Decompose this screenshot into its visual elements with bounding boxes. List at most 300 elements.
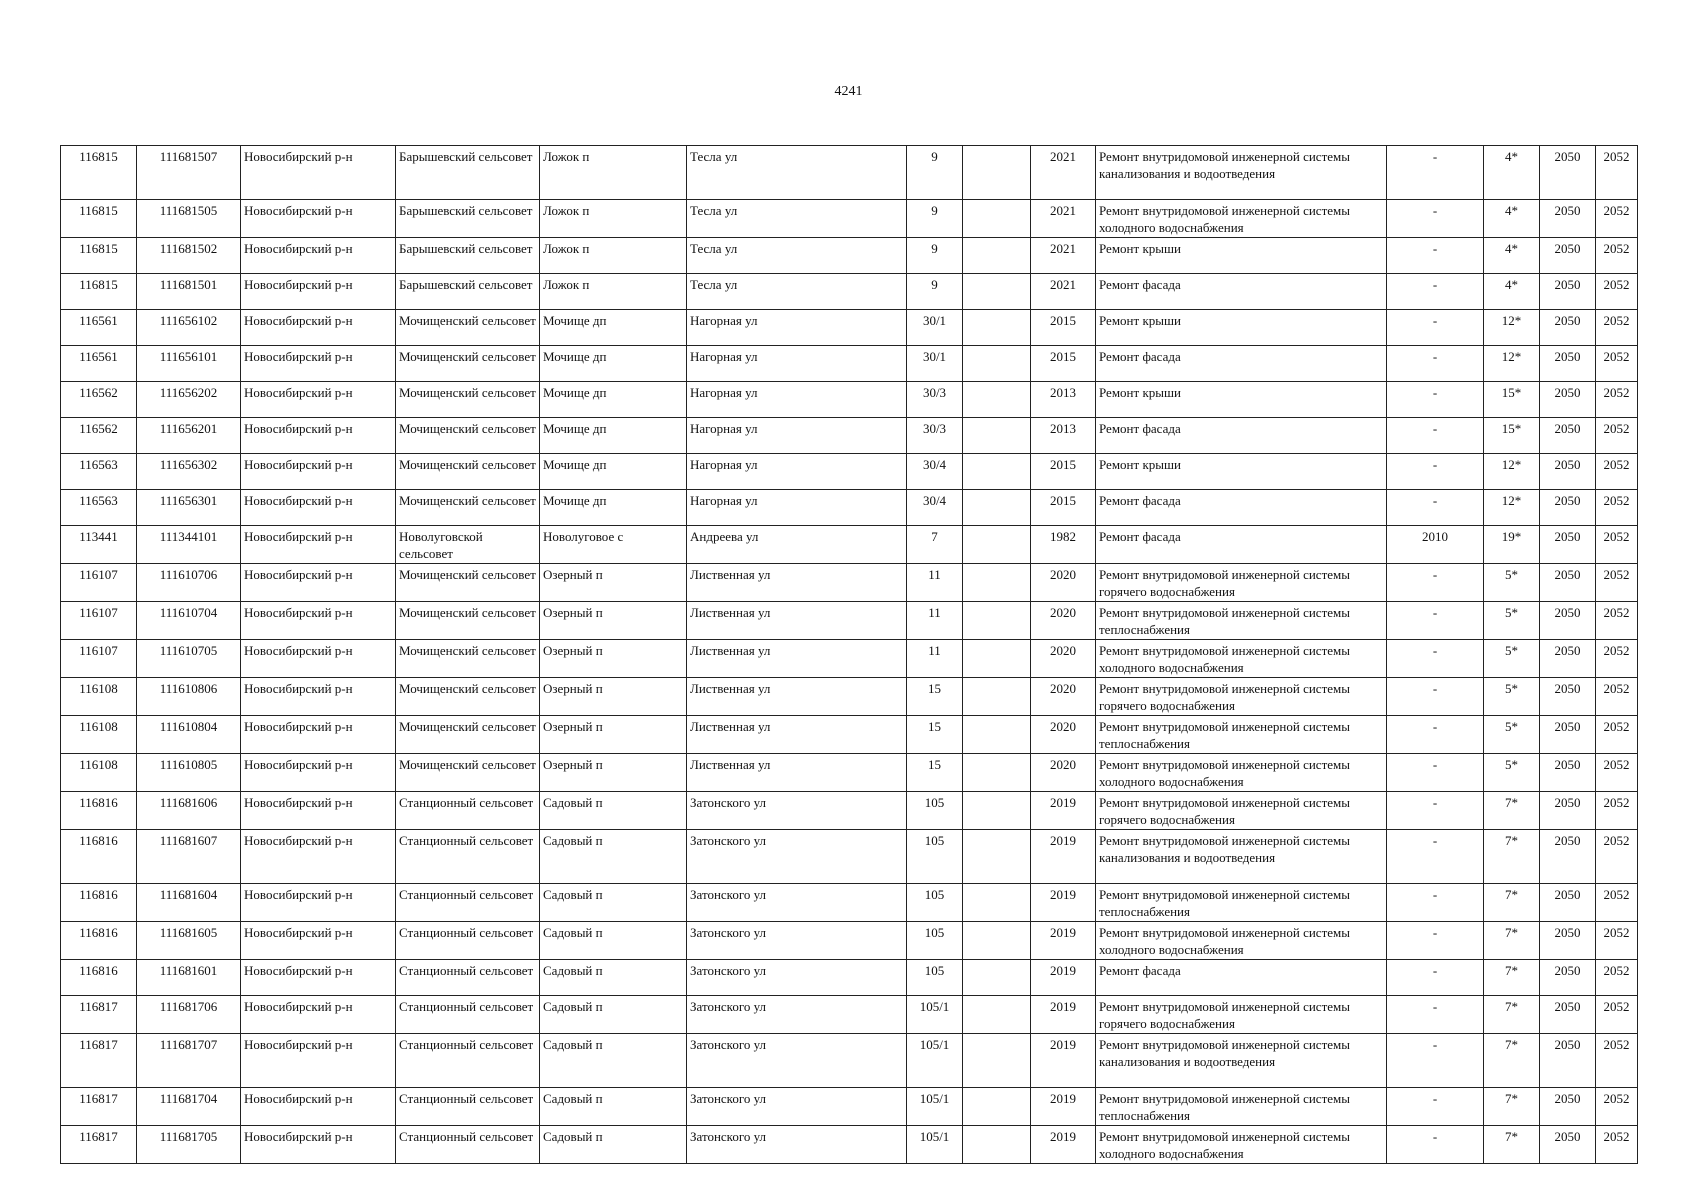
building-cell [963, 382, 1031, 418]
house-id-cell: 116107 [61, 602, 137, 640]
record-id-cell: 111656202 [137, 382, 241, 418]
street-cell: Затонского ул [687, 996, 907, 1034]
work-type-cell: Ремонт внутридомовой инженерной системы горячего водоснабжения [1096, 678, 1387, 716]
municipality-cell: Мочищенский сельсовет [396, 716, 540, 754]
municipality-cell: Мочищенский сельсовет [396, 382, 540, 418]
record-id-cell: 111681705 [137, 1126, 241, 1164]
settlement-cell: Ложок п [540, 146, 687, 200]
settlement-cell: Новолуговое с [540, 526, 687, 564]
work-type-cell: Ремонт внутридомовой инженерной системы горячего водоснабжения [1096, 792, 1387, 830]
building-cell [963, 678, 1031, 716]
settlement-cell: Мочище дп [540, 310, 687, 346]
work-type-cell: Ремонт фасада [1096, 960, 1387, 996]
last-repair-cell: - [1387, 960, 1484, 996]
municipality-cell: Мочищенский сельсовет [396, 640, 540, 678]
table-row [61, 1088, 1638, 1126]
end-year-cell: 2052 [1596, 754, 1638, 792]
last-repair-cell: - [1387, 754, 1484, 792]
work-type-cell: Ремонт внутридомовой инженерной системы холодного водоснабжения [1096, 200, 1387, 238]
district-cell: Новосибирский р-н [241, 1034, 396, 1088]
end-year-cell: 2052 [1596, 716, 1638, 754]
year-built-cell: 2019 [1031, 884, 1096, 922]
street-cell: Затонского ул [687, 884, 907, 922]
house-id-cell: 116815 [61, 200, 137, 238]
year-built-cell: 1982 [1031, 526, 1096, 564]
settlement-cell: Садовый п [540, 996, 687, 1034]
street-cell: Лиственная ул [687, 716, 907, 754]
street-cell: Затонского ул [687, 830, 907, 884]
priority-cell: 7* [1484, 884, 1540, 922]
record-id-cell: 111681601 [137, 960, 241, 996]
record-id-cell: 111681507 [137, 146, 241, 200]
year-built-cell: 2015 [1031, 454, 1096, 490]
end-year-cell: 2052 [1596, 922, 1638, 960]
street-cell: Затонского ул [687, 922, 907, 960]
last-repair-cell: - [1387, 310, 1484, 346]
house-number-cell: 105 [907, 884, 963, 922]
work-type-cell: Ремонт внутридомовой инженерной системы канализования и водоотведения [1096, 146, 1387, 200]
record-id-cell: 111656302 [137, 454, 241, 490]
end-year-cell: 2052 [1596, 346, 1638, 382]
priority-cell: 19* [1484, 526, 1540, 564]
table-row [61, 454, 1638, 490]
municipality-cell: Мочищенский сельсовет [396, 678, 540, 716]
table-row [61, 274, 1638, 310]
house-id-cell: 116816 [61, 884, 137, 922]
building-cell [963, 830, 1031, 884]
building-cell [963, 1088, 1031, 1126]
end-year-cell: 2052 [1596, 960, 1638, 996]
district-cell: Новосибирский р-н [241, 922, 396, 960]
street-cell: Андреева ул [687, 526, 907, 564]
year-built-cell: 2013 [1031, 382, 1096, 418]
end-year-cell: 2052 [1596, 418, 1638, 454]
record-id-cell: 111681706 [137, 996, 241, 1034]
table-row [61, 382, 1638, 418]
record-id-cell: 111610705 [137, 640, 241, 678]
priority-cell: 7* [1484, 1088, 1540, 1126]
record-id-cell: 111656201 [137, 418, 241, 454]
start-year-cell: 2050 [1540, 490, 1596, 526]
table-row [61, 602, 1638, 640]
municipality-cell: Станционный сельсовет [396, 922, 540, 960]
house-id-cell: 116816 [61, 960, 137, 996]
start-year-cell: 2050 [1540, 382, 1596, 418]
street-cell: Нагорная ул [687, 454, 907, 490]
work-type-cell: Ремонт внутридомовой инженерной системы теплоснабжения [1096, 602, 1387, 640]
record-id-cell: 111610805 [137, 754, 241, 792]
priority-cell: 7* [1484, 830, 1540, 884]
house-id-cell: 116562 [61, 418, 137, 454]
work-type-cell: Ремонт фасада [1096, 526, 1387, 564]
table-row [61, 526, 1638, 564]
district-cell: Новосибирский р-н [241, 640, 396, 678]
building-cell [963, 418, 1031, 454]
house-id-cell: 116108 [61, 678, 137, 716]
end-year-cell: 2052 [1596, 1034, 1638, 1088]
end-year-cell: 2052 [1596, 146, 1638, 200]
work-type-cell: Ремонт внутридомовой инженерной системы холодного водоснабжения [1096, 1126, 1387, 1164]
municipality-cell: Станционный сельсовет [396, 1126, 540, 1164]
work-type-cell: Ремонт фасада [1096, 418, 1387, 454]
house-number-cell: 30/3 [907, 418, 963, 454]
priority-cell: 5* [1484, 716, 1540, 754]
table-row [61, 792, 1638, 830]
start-year-cell: 2050 [1540, 830, 1596, 884]
start-year-cell: 2050 [1540, 274, 1596, 310]
last-repair-cell: - [1387, 382, 1484, 418]
work-type-cell: Ремонт фасада [1096, 274, 1387, 310]
last-repair-cell: - [1387, 678, 1484, 716]
street-cell: Тесла ул [687, 238, 907, 274]
end-year-cell: 2052 [1596, 678, 1638, 716]
house-number-cell: 9 [907, 200, 963, 238]
district-cell: Новосибирский р-н [241, 346, 396, 382]
street-cell: Лиственная ул [687, 564, 907, 602]
record-id-cell: 111681604 [137, 884, 241, 922]
end-year-cell: 2052 [1596, 830, 1638, 884]
work-type-cell: Ремонт внутридомовой инженерной системы канализования и водоотведения [1096, 1034, 1387, 1088]
last-repair-cell: - [1387, 238, 1484, 274]
district-cell: Новосибирский р-н [241, 418, 396, 454]
municipality-cell: Мочищенский сельсовет [396, 602, 540, 640]
end-year-cell: 2052 [1596, 1088, 1638, 1126]
table-row [61, 490, 1638, 526]
end-year-cell: 2052 [1596, 382, 1638, 418]
municipality-cell: Станционный сельсовет [396, 996, 540, 1034]
municipality-cell: Барышевский сельсовет [396, 274, 540, 310]
record-id-cell: 111681707 [137, 1034, 241, 1088]
street-cell: Затонского ул [687, 1088, 907, 1126]
priority-cell: 12* [1484, 454, 1540, 490]
settlement-cell: Мочище дп [540, 346, 687, 382]
start-year-cell: 2050 [1540, 716, 1596, 754]
house-number-cell: 30/4 [907, 454, 963, 490]
last-repair-cell: - [1387, 922, 1484, 960]
record-id-cell: 111681502 [137, 238, 241, 274]
street-cell: Тесла ул [687, 200, 907, 238]
priority-cell: 5* [1484, 754, 1540, 792]
start-year-cell: 2050 [1540, 996, 1596, 1034]
municipality-cell: Станционный сельсовет [396, 960, 540, 996]
work-type-cell: Ремонт внутридомовой инженерной системы горячего водоснабжения [1096, 564, 1387, 602]
building-cell [963, 238, 1031, 274]
priority-cell: 4* [1484, 200, 1540, 238]
last-repair-cell: - [1387, 418, 1484, 454]
last-repair-cell: - [1387, 996, 1484, 1034]
year-built-cell: 2019 [1031, 830, 1096, 884]
building-cell [963, 640, 1031, 678]
last-repair-cell: - [1387, 792, 1484, 830]
building-cell [963, 792, 1031, 830]
start-year-cell: 2050 [1540, 346, 1596, 382]
house-id-cell: 116561 [61, 310, 137, 346]
house-id-cell: 116815 [61, 238, 137, 274]
start-year-cell: 2050 [1540, 1034, 1596, 1088]
house-number-cell: 30/1 [907, 310, 963, 346]
work-type-cell: Ремонт внутридомовой инженерной системы теплоснабжения [1096, 884, 1387, 922]
house-number-cell: 15 [907, 754, 963, 792]
work-type-cell: Ремонт внутридомовой инженерной системы горячего водоснабжения [1096, 996, 1387, 1034]
house-id-cell: 116561 [61, 346, 137, 382]
street-cell: Затонского ул [687, 792, 907, 830]
street-cell: Тесла ул [687, 146, 907, 200]
house-id-cell: 116108 [61, 716, 137, 754]
house-id-cell: 116816 [61, 830, 137, 884]
house-number-cell: 105 [907, 792, 963, 830]
record-id-cell: 111681501 [137, 274, 241, 310]
house-number-cell: 105/1 [907, 1034, 963, 1088]
priority-cell: 12* [1484, 346, 1540, 382]
priority-cell: 5* [1484, 640, 1540, 678]
start-year-cell: 2050 [1540, 200, 1596, 238]
building-cell [963, 996, 1031, 1034]
district-cell: Новосибирский р-н [241, 996, 396, 1034]
municipality-cell: Станционный сельсовет [396, 1088, 540, 1126]
house-number-cell: 15 [907, 678, 963, 716]
table-row [61, 418, 1638, 454]
building-cell [963, 526, 1031, 564]
start-year-cell: 2050 [1540, 640, 1596, 678]
district-cell: Новосибирский р-н [241, 602, 396, 640]
settlement-cell: Мочище дп [540, 454, 687, 490]
end-year-cell: 2052 [1596, 1126, 1638, 1164]
street-cell: Нагорная ул [687, 310, 907, 346]
work-type-cell: Ремонт крыши [1096, 382, 1387, 418]
last-repair-cell: - [1387, 1034, 1484, 1088]
table-row [61, 830, 1638, 884]
house-number-cell: 11 [907, 564, 963, 602]
street-cell: Нагорная ул [687, 346, 907, 382]
building-cell [963, 884, 1031, 922]
priority-cell: 4* [1484, 146, 1540, 200]
settlement-cell: Садовый п [540, 792, 687, 830]
building-cell [963, 602, 1031, 640]
district-cell: Новосибирский р-н [241, 754, 396, 792]
building-cell [963, 716, 1031, 754]
table-row [61, 678, 1638, 716]
year-built-cell: 2019 [1031, 1126, 1096, 1164]
table-row [61, 716, 1638, 754]
municipality-cell: Мочищенский сельсовет [396, 346, 540, 382]
work-type-cell: Ремонт внутридомовой инженерной системы канализования и водоотведения [1096, 830, 1387, 884]
house-id-cell: 113441 [61, 526, 137, 564]
start-year-cell: 2050 [1540, 454, 1596, 490]
repair-schedule-table [60, 145, 1638, 1164]
year-built-cell: 2019 [1031, 996, 1096, 1034]
municipality-cell: Мочищенский сельсовет [396, 490, 540, 526]
house-number-cell: 105 [907, 830, 963, 884]
district-cell: Новосибирский р-н [241, 274, 396, 310]
settlement-cell: Мочище дп [540, 490, 687, 526]
priority-cell: 7* [1484, 922, 1540, 960]
priority-cell: 5* [1484, 564, 1540, 602]
work-type-cell: Ремонт крыши [1096, 310, 1387, 346]
work-type-cell: Ремонт внутридомовой инженерной системы холодного водоснабжения [1096, 922, 1387, 960]
house-number-cell: 105/1 [907, 1126, 963, 1164]
last-repair-cell: - [1387, 1088, 1484, 1126]
last-repair-cell: - [1387, 454, 1484, 490]
settlement-cell: Садовый п [540, 960, 687, 996]
building-cell [963, 754, 1031, 792]
house-id-cell: 116815 [61, 146, 137, 200]
district-cell: Новосибирский р-н [241, 526, 396, 564]
street-cell: Лиственная ул [687, 602, 907, 640]
municipality-cell: Станционный сельсовет [396, 792, 540, 830]
last-repair-cell: - [1387, 716, 1484, 754]
priority-cell: 5* [1484, 602, 1540, 640]
end-year-cell: 2052 [1596, 792, 1638, 830]
start-year-cell: 2050 [1540, 960, 1596, 996]
start-year-cell: 2050 [1540, 754, 1596, 792]
street-cell: Тесла ул [687, 274, 907, 310]
year-built-cell: 2015 [1031, 346, 1096, 382]
street-cell: Затонского ул [687, 1126, 907, 1164]
district-cell: Новосибирский р-н [241, 716, 396, 754]
record-id-cell: 111656101 [137, 346, 241, 382]
table-row [61, 884, 1638, 922]
district-cell: Новосибирский р-н [241, 200, 396, 238]
last-repair-cell: - [1387, 346, 1484, 382]
district-cell: Новосибирский р-н [241, 310, 396, 346]
building-cell [963, 146, 1031, 200]
table-row [61, 564, 1638, 602]
table-row [61, 146, 1638, 200]
settlement-cell: Озерный п [540, 602, 687, 640]
building-cell [963, 1126, 1031, 1164]
table-row [61, 960, 1638, 996]
last-repair-cell: - [1387, 564, 1484, 602]
street-cell: Лиственная ул [687, 640, 907, 678]
table-row [61, 640, 1638, 678]
priority-cell: 7* [1484, 1126, 1540, 1164]
table-row [61, 996, 1638, 1034]
house-id-cell: 116816 [61, 792, 137, 830]
priority-cell: 4* [1484, 274, 1540, 310]
year-built-cell: 2020 [1031, 754, 1096, 792]
priority-cell: 15* [1484, 418, 1540, 454]
district-cell: Новосибирский р-н [241, 1088, 396, 1126]
street-cell: Лиственная ул [687, 754, 907, 792]
house-id-cell: 116563 [61, 454, 137, 490]
settlement-cell: Озерный п [540, 640, 687, 678]
building-cell [963, 310, 1031, 346]
record-id-cell: 111681606 [137, 792, 241, 830]
building-cell [963, 490, 1031, 526]
house-id-cell: 116562 [61, 382, 137, 418]
end-year-cell: 2052 [1596, 238, 1638, 274]
district-cell: Новосибирский р-н [241, 146, 396, 200]
house-number-cell: 9 [907, 146, 963, 200]
district-cell: Новосибирский р-н [241, 792, 396, 830]
district-cell: Новосибирский р-н [241, 884, 396, 922]
street-cell: Затонского ул [687, 1034, 907, 1088]
year-built-cell: 2013 [1031, 418, 1096, 454]
end-year-cell: 2052 [1596, 274, 1638, 310]
start-year-cell: 2050 [1540, 678, 1596, 716]
settlement-cell: Мочище дп [540, 382, 687, 418]
house-id-cell: 116107 [61, 640, 137, 678]
table-row [61, 238, 1638, 274]
table-body [61, 146, 1638, 1164]
district-cell: Новосибирский р-н [241, 490, 396, 526]
start-year-cell: 2050 [1540, 238, 1596, 274]
record-id-cell: 111610806 [137, 678, 241, 716]
record-id-cell: 111656102 [137, 310, 241, 346]
work-type-cell: Ремонт внутридомовой инженерной системы холодного водоснабжения [1096, 640, 1387, 678]
table-row [61, 200, 1638, 238]
house-id-cell: 116817 [61, 1126, 137, 1164]
building-cell [963, 346, 1031, 382]
start-year-cell: 2050 [1540, 922, 1596, 960]
year-built-cell: 2015 [1031, 490, 1096, 526]
priority-cell: 7* [1484, 1034, 1540, 1088]
year-built-cell: 2021 [1031, 274, 1096, 310]
last-repair-cell: 2010 [1387, 526, 1484, 564]
priority-cell: 12* [1484, 490, 1540, 526]
work-type-cell: Ремонт фасада [1096, 346, 1387, 382]
municipality-cell: Станционный сельсовет [396, 830, 540, 884]
year-built-cell: 2020 [1031, 716, 1096, 754]
last-repair-cell: - [1387, 146, 1484, 200]
settlement-cell: Садовый п [540, 922, 687, 960]
record-id-cell: 111656301 [137, 490, 241, 526]
building-cell [963, 274, 1031, 310]
last-repair-cell: - [1387, 1126, 1484, 1164]
work-type-cell: Ремонт внутридомовой инженерной системы теплоснабжения [1096, 716, 1387, 754]
house-id-cell: 116815 [61, 274, 137, 310]
district-cell: Новосибирский р-н [241, 382, 396, 418]
start-year-cell: 2050 [1540, 564, 1596, 602]
municipality-cell: Мочищенский сельсовет [396, 454, 540, 490]
district-cell: Новосибирский р-н [241, 830, 396, 884]
work-type-cell: Ремонт внутридомовой инженерной системы холодного водоснабжения [1096, 754, 1387, 792]
settlement-cell: Озерный п [540, 678, 687, 716]
table-row [61, 346, 1638, 382]
priority-cell: 12* [1484, 310, 1540, 346]
last-repair-cell: - [1387, 640, 1484, 678]
municipality-cell: Барышевский сельсовет [396, 238, 540, 274]
end-year-cell: 2052 [1596, 640, 1638, 678]
settlement-cell: Мочище дп [540, 418, 687, 454]
year-built-cell: 2021 [1031, 238, 1096, 274]
settlement-cell: Озерный п [540, 716, 687, 754]
municipality-cell: Барышевский сельсовет [396, 200, 540, 238]
building-cell [963, 454, 1031, 490]
year-built-cell: 2019 [1031, 792, 1096, 830]
priority-cell: 7* [1484, 960, 1540, 996]
street-cell: Нагорная ул [687, 490, 907, 526]
district-cell: Новосибирский р-н [241, 960, 396, 996]
house-number-cell: 105 [907, 960, 963, 996]
work-type-cell: Ремонт крыши [1096, 454, 1387, 490]
house-number-cell: 9 [907, 238, 963, 274]
table-row [61, 1126, 1638, 1164]
year-built-cell: 2019 [1031, 1034, 1096, 1088]
settlement-cell: Садовый п [540, 1034, 687, 1088]
street-cell: Нагорная ул [687, 382, 907, 418]
house-id-cell: 116817 [61, 1088, 137, 1126]
street-cell: Нагорная ул [687, 418, 907, 454]
record-id-cell: 111610704 [137, 602, 241, 640]
house-number-cell: 30/4 [907, 490, 963, 526]
municipality-cell: Мочищенский сельсовет [396, 564, 540, 602]
district-cell: Новосибирский р-н [241, 564, 396, 602]
end-year-cell: 2052 [1596, 454, 1638, 490]
last-repair-cell: - [1387, 884, 1484, 922]
work-type-cell: Ремонт внутридомовой инженерной системы теплоснабжения [1096, 1088, 1387, 1126]
house-number-cell: 30/1 [907, 346, 963, 382]
